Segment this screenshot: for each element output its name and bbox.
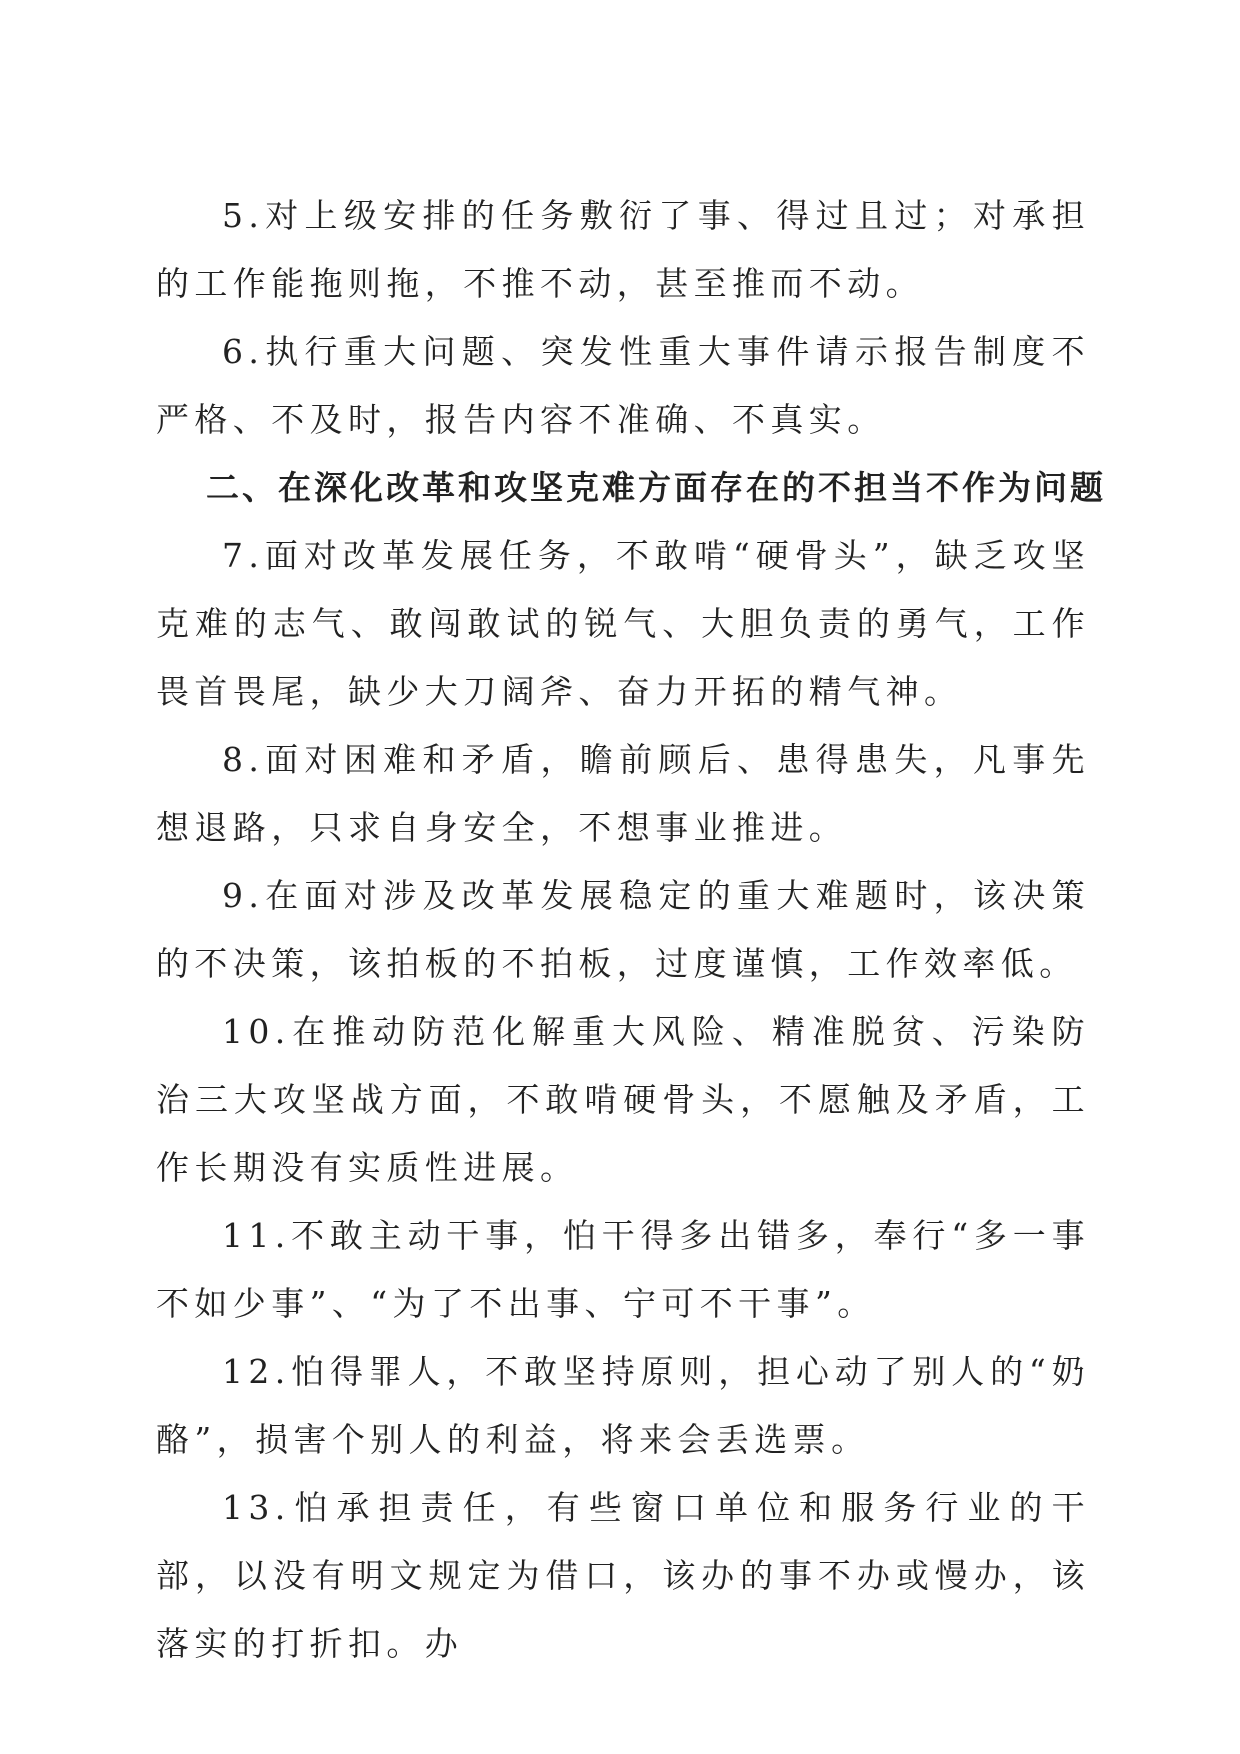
paragraph-item-12: 12.怕得罪人，不敢坚持原则，担心动了别人的“奶酪”，损害个别人的利益，将来会丢选票。 <box>156 1352 1090 1459</box>
paragraph-item-7: 7.面对改革发展任务，不敢啃“硬骨头”，缺乏攻坚克难的志气、敢闯敢试的锐气、大胆负责的勇气，工作畏首畏尾，缺少大刀阔斧、奋力开拓的精气神。 <box>156 536 1090 711</box>
paragraph-item-13: 13.怕承担责任，有些窗口单位和服务行业的干部，以没有明文规定为借口，该办的事不办或慢办，该落实的打折扣。办 <box>156 1488 1090 1663</box>
paragraph-item-8: 8.面对困难和矛盾，瞻前顾后、患得患失，凡事先想退路，只求自身安全，不想事业推进。 <box>156 740 1090 847</box>
paragraph-item-5: 5.对上级安排的任务敷衍了事、得过且过；对承担的工作能拖则拖，不推不动，甚至推而不动。 <box>156 196 1090 303</box>
paragraph-item-6: 6.执行重大问题、突发性重大事件请示报告制度不严格、不及时，报告内容不准确、不真实。 <box>156 332 1090 439</box>
paragraph-item-11: 11.不敢主动干事，怕干得多出错多，奉行“多一事不如少事”、“为了不出事、宁可不干事”。 <box>156 1216 1090 1323</box>
paragraph-item-9: 9.在面对涉及改革发展稳定的重大难题时，该决策的不决策，该拍板的不拍板，过度谨慎，工作效率低。 <box>156 876 1090 983</box>
paragraph-item-10: 10.在推动防范化解重大风险、精准脱贫、污染防治三大攻坚战方面，不敢啃硬骨头，不愿触及矛盾，工作长期没有实质性进展。 <box>156 1012 1090 1187</box>
section-heading-2: 二、在深化改革和攻坚克难方面存在的不担当不作为问题 <box>206 468 1106 507</box>
